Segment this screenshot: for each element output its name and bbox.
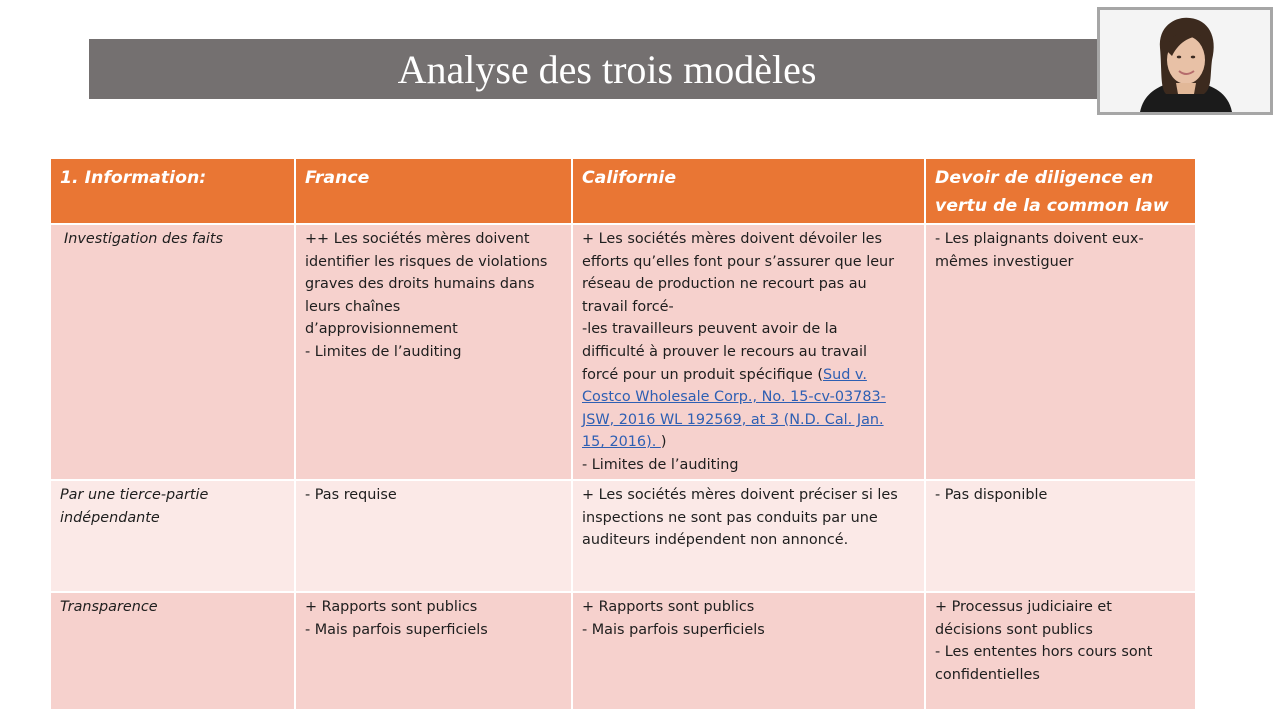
- header-information: 1. Information:: [50, 158, 295, 224]
- cell-investigation-france: ++ Les sociétés mères doivent identifier les risques de violations graves des droits humains dans leurs chaînes d’approvisionnement - Limites de l’auditing: [295, 224, 572, 480]
- header-common-law: Devoir de diligence en vertu de la common law: [925, 158, 1196, 224]
- cell-tierce-partie-france: - Pas requise: [295, 480, 572, 592]
- comparison-table: [49, 157, 1197, 711]
- slide-title: Analyse des trois modèles: [397, 46, 817, 92]
- row-label-transparence: Transparence: [50, 592, 295, 710]
- presenter-portrait-icon: [1100, 10, 1270, 112]
- citation-link-part[interactable]: 15, 2016).: [582, 434, 661, 451]
- cell-investigation-common-law: - Les plaignants doivent eux- mêmes investiguer: [925, 224, 1196, 480]
- cell-investigation-californie: + Les sociétés mères doivent dévoiler les efforts qu’elles font pour s’assurer que leur réseau de production ne recourt pas au travail forcé- -les travailleurs peuvent avoir de la difficulté à prouver le recours au travail forcé pour un produit spécifique (Sud v. Costco Wholesale Corp., No. 15-cv-03783- JSW, 2016 WL 192569, at 3 (N.D. Cal. Jan. 15, 2016). ) - Limites de l’auditing: [572, 224, 925, 480]
- header-californie: Californie: [572, 158, 925, 224]
- slide-title-bar: [89, 39, 1099, 99]
- row-label-investigation: Investigation des faits: [50, 224, 295, 480]
- row-label-tierce-partie: Par une tierce-partie indépendante: [50, 480, 295, 592]
- cell-tierce-partie-common-law: - Pas disponible: [925, 480, 1196, 592]
- cell-transparence-common-law: + Processus judiciaire et décisions sont publics - Les ententes hors cours sont confidentielles: [925, 592, 1196, 710]
- cell-transparence-france: + Rapports sont publics - Mais parfois superficiels: [295, 592, 572, 710]
- presenter-video-thumbnail: [1097, 7, 1273, 115]
- cell-transparence-californie: + Rapports sont publics - Mais parfois superficiels: [572, 592, 925, 710]
- table-row: [50, 592, 1196, 710]
- citation-link-part[interactable]: JSW, 2016 WL 192569, at 3 (N.D. Cal. Jan.: [582, 411, 884, 428]
- table-row: [50, 480, 1196, 592]
- table-row: [50, 224, 1196, 480]
- citation-link-sud-v-costco[interactable]: Sud v.: [822, 366, 867, 383]
- cell-tierce-partie-californie: + Les sociétés mères doivent préciser si les inspections ne sont pas conduits par une auditeurs indépendent non annoncé.: [572, 480, 925, 592]
- table-header-row: [50, 158, 1196, 224]
- header-france: France: [295, 158, 572, 224]
- citation-link-part[interactable]: Costco Wholesale Corp., No. 15-cv-03783-: [582, 389, 886, 406]
